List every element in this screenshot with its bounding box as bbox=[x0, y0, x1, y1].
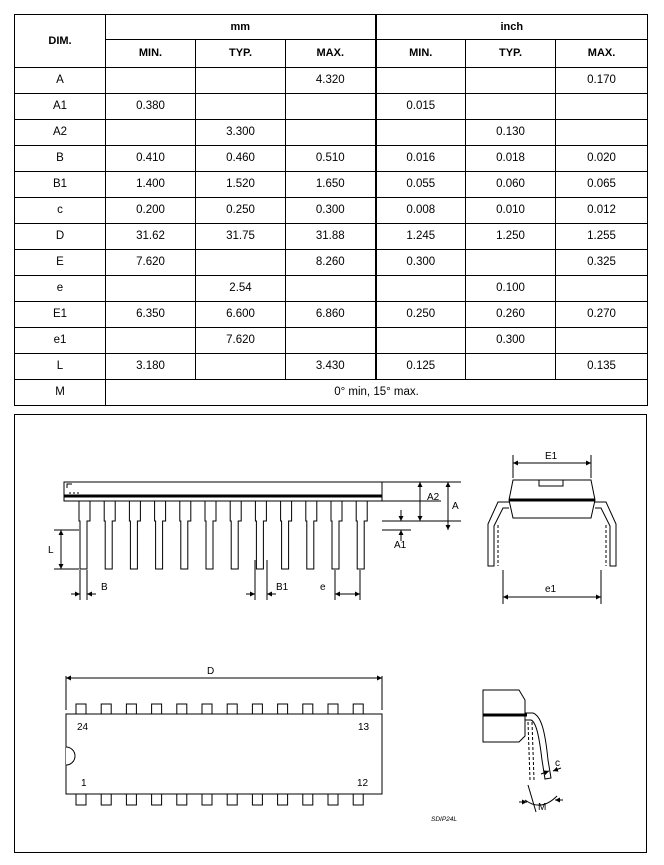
value-cell: 0.016 bbox=[376, 146, 466, 172]
top-view-pin bbox=[202, 704, 212, 714]
value-cell: 0.100 bbox=[466, 276, 556, 302]
value-cell: 2.54 bbox=[196, 276, 286, 302]
value-cell: 0.135 bbox=[556, 354, 648, 380]
value-cell: 0.300 bbox=[286, 198, 376, 224]
table-row bbox=[15, 120, 648, 146]
bottom-view-pin bbox=[101, 794, 111, 805]
value-cell bbox=[376, 328, 466, 354]
package-code: SDIP24L bbox=[431, 816, 458, 823]
value-cell: 0.460 bbox=[196, 146, 286, 172]
label-e: e bbox=[320, 582, 326, 593]
label-pin13: 13 bbox=[358, 722, 370, 733]
angle-note-cell: 0° min, 15° max. bbox=[106, 380, 648, 406]
table-row bbox=[15, 198, 648, 224]
value-cell bbox=[196, 250, 286, 276]
label-e1: e1 bbox=[545, 584, 557, 595]
value-cell: 0.170 bbox=[556, 68, 648, 94]
table-row bbox=[15, 224, 648, 250]
label-B1: B1 bbox=[276, 582, 289, 593]
dim-cell: L bbox=[15, 354, 106, 380]
col-header: TYP. bbox=[466, 40, 556, 68]
value-cell bbox=[286, 94, 376, 120]
value-cell bbox=[196, 68, 286, 94]
top-view-pin bbox=[353, 704, 363, 714]
top-view-pin bbox=[252, 704, 262, 714]
value-cell: 1.255 bbox=[556, 224, 648, 250]
table-row bbox=[15, 94, 648, 120]
value-cell bbox=[196, 354, 286, 380]
top-view-pin bbox=[152, 704, 162, 714]
side-view-pin bbox=[129, 501, 140, 569]
value-cell: 0.260 bbox=[466, 302, 556, 328]
table-row bbox=[15, 250, 648, 276]
dim-cell: c bbox=[15, 198, 106, 224]
value-cell: 0.018 bbox=[466, 146, 556, 172]
value-cell bbox=[466, 250, 556, 276]
label-pin1: 1 bbox=[81, 778, 87, 789]
dim-cell: M bbox=[15, 380, 106, 406]
mm-group-header: mm bbox=[106, 15, 376, 40]
dim-cell: e bbox=[15, 276, 106, 302]
dim-cell: A1 bbox=[15, 94, 106, 120]
value-cell: 0.380 bbox=[106, 94, 196, 120]
value-cell bbox=[376, 120, 466, 146]
side-view-pin bbox=[155, 501, 166, 569]
label-E1: E1 bbox=[545, 451, 558, 462]
label-M: M bbox=[538, 802, 547, 813]
label-c: c bbox=[555, 758, 560, 769]
value-cell bbox=[286, 120, 376, 146]
value-cell: 8.260 bbox=[286, 250, 376, 276]
value-cell: 0.410 bbox=[106, 146, 196, 172]
value-cell: 0.015 bbox=[376, 94, 466, 120]
value-cell: 1.650 bbox=[286, 172, 376, 198]
side-view-pin bbox=[306, 501, 317, 569]
value-cell: 0.250 bbox=[376, 302, 466, 328]
side-view-pin bbox=[331, 501, 342, 569]
side-view-pin bbox=[255, 501, 266, 569]
package-outline-drawing bbox=[14, 414, 647, 853]
bottom-view-pin bbox=[126, 794, 136, 805]
side-view-pin bbox=[281, 501, 292, 569]
value-cell bbox=[286, 276, 376, 302]
bottom-view-pin bbox=[328, 794, 338, 805]
value-cell: 0.200 bbox=[106, 198, 196, 224]
col-header: MAX. bbox=[286, 40, 376, 68]
value-cell: 1.400 bbox=[106, 172, 196, 198]
value-cell bbox=[376, 68, 466, 94]
label-A1: A1 bbox=[394, 540, 407, 551]
side-view-pin bbox=[104, 501, 115, 569]
label-A2: A2 bbox=[427, 492, 440, 503]
side-view-pin bbox=[356, 501, 367, 569]
label-B: B bbox=[101, 582, 108, 593]
value-cell: 0.012 bbox=[556, 198, 648, 224]
value-cell bbox=[196, 94, 286, 120]
value-cell bbox=[556, 120, 648, 146]
bottom-view-pin bbox=[278, 794, 288, 805]
inch-group-header: inch bbox=[376, 15, 648, 40]
bottom-view-pin bbox=[152, 794, 162, 805]
value-cell bbox=[556, 328, 648, 354]
value-cell bbox=[466, 94, 556, 120]
side-view-pin bbox=[205, 501, 216, 569]
value-cell: 1.520 bbox=[196, 172, 286, 198]
value-cell: 0.250 bbox=[196, 198, 286, 224]
value-cell: 6.860 bbox=[286, 302, 376, 328]
table-row bbox=[15, 172, 648, 198]
dim-cell: B bbox=[15, 146, 106, 172]
table-row bbox=[15, 354, 648, 380]
col-header: MIN. bbox=[376, 40, 466, 68]
label-pin24: 24 bbox=[77, 722, 89, 733]
top-view-pin bbox=[177, 704, 187, 714]
value-cell bbox=[106, 328, 196, 354]
value-cell: 1.245 bbox=[376, 224, 466, 250]
top-view-pin bbox=[227, 704, 237, 714]
value-cell: 7.620 bbox=[196, 328, 286, 354]
label-A: A bbox=[452, 501, 459, 512]
value-cell: 31.62 bbox=[106, 224, 196, 250]
value-cell bbox=[106, 276, 196, 302]
value-cell: 31.75 bbox=[196, 224, 286, 250]
value-cell: 3.430 bbox=[286, 354, 376, 380]
value-cell: 1.250 bbox=[466, 224, 556, 250]
col-header: MIN. bbox=[106, 40, 196, 68]
top-view-pin bbox=[76, 704, 86, 714]
value-cell: 0.125 bbox=[376, 354, 466, 380]
top-view-pin bbox=[126, 704, 136, 714]
lead-detail-view bbox=[483, 690, 563, 812]
value-cell: 0.270 bbox=[556, 302, 648, 328]
value-cell: 0.510 bbox=[286, 146, 376, 172]
table-row bbox=[15, 302, 648, 328]
value-cell: 0.300 bbox=[466, 328, 556, 354]
bottom-view-pin bbox=[252, 794, 262, 805]
dimensions-table bbox=[14, 14, 648, 406]
table-row bbox=[15, 328, 648, 354]
col-header: TYP. bbox=[196, 40, 286, 68]
bottom-view-pin bbox=[303, 794, 313, 805]
value-cell: 0.065 bbox=[556, 172, 648, 198]
bottom-view-pin bbox=[202, 794, 212, 805]
value-cell bbox=[556, 94, 648, 120]
value-cell: 0.060 bbox=[466, 172, 556, 198]
label-pin12: 12 bbox=[357, 778, 369, 789]
bottom-view-pin bbox=[227, 794, 237, 805]
side-view-pin bbox=[79, 501, 90, 569]
bottom-view-pin bbox=[177, 794, 187, 805]
value-cell: 31.88 bbox=[286, 224, 376, 250]
top-view-pin bbox=[303, 704, 313, 714]
table-row bbox=[15, 68, 648, 94]
value-cell bbox=[376, 276, 466, 302]
dim-cell: A2 bbox=[15, 120, 106, 146]
dim-cell: D bbox=[15, 224, 106, 250]
dim-cell: B1 bbox=[15, 172, 106, 198]
table-row bbox=[15, 380, 648, 406]
label-L: L bbox=[48, 545, 54, 556]
value-cell: 6.350 bbox=[106, 302, 196, 328]
value-cell: 4.320 bbox=[286, 68, 376, 94]
end-view bbox=[488, 455, 616, 604]
value-cell bbox=[556, 276, 648, 302]
table-row bbox=[15, 276, 648, 302]
value-cell: 0.008 bbox=[376, 198, 466, 224]
col-header: MAX. bbox=[556, 40, 648, 68]
value-cell: 0.020 bbox=[556, 146, 648, 172]
value-cell: 3.180 bbox=[106, 354, 196, 380]
dim-cell: A bbox=[15, 68, 106, 94]
side-view-pin bbox=[230, 501, 241, 569]
value-cell bbox=[106, 68, 196, 94]
dim-cell: e1 bbox=[15, 328, 106, 354]
value-cell bbox=[286, 328, 376, 354]
dim-cell: E1 bbox=[15, 302, 106, 328]
dim-header: DIM. bbox=[15, 15, 106, 68]
top-view-pin bbox=[101, 704, 111, 714]
bottom-view-pin bbox=[76, 794, 86, 805]
dim-cell: E bbox=[15, 250, 106, 276]
table-row bbox=[15, 146, 648, 172]
side-view-pin bbox=[180, 501, 191, 569]
top-view-pin bbox=[278, 704, 288, 714]
bottom-view-pin bbox=[353, 794, 363, 805]
top-view bbox=[66, 676, 382, 805]
value-cell: 7.620 bbox=[106, 250, 196, 276]
value-cell: 0.325 bbox=[556, 250, 648, 276]
value-cell bbox=[466, 354, 556, 380]
value-cell: 0.130 bbox=[466, 120, 556, 146]
value-cell bbox=[106, 120, 196, 146]
value-cell: 3.300 bbox=[196, 120, 286, 146]
value-cell bbox=[466, 68, 556, 94]
value-cell: 0.055 bbox=[376, 172, 466, 198]
top-view-pin bbox=[328, 704, 338, 714]
value-cell: 0.010 bbox=[466, 198, 556, 224]
value-cell: 6.600 bbox=[196, 302, 286, 328]
package-outline-svg bbox=[15, 415, 646, 852]
value-cell: 0.300 bbox=[376, 250, 466, 276]
label-D: D bbox=[207, 666, 215, 677]
